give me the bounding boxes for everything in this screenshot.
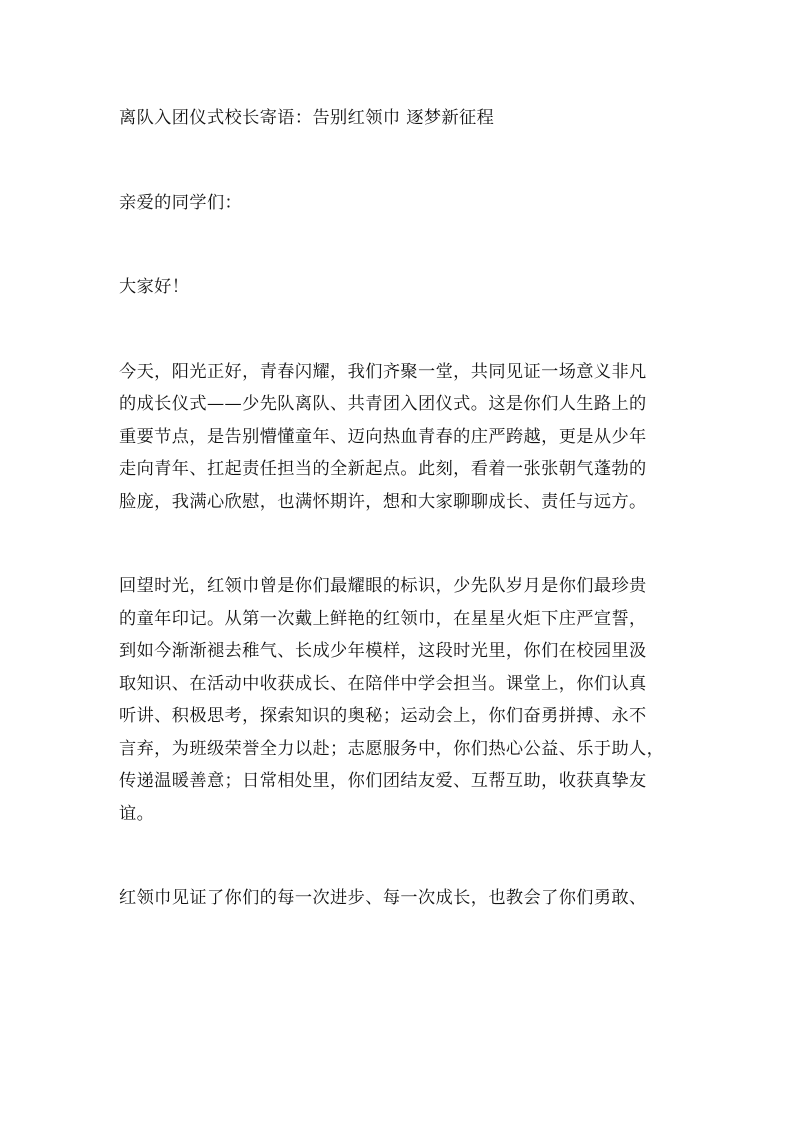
paragraph-line: 脸庞，我满心欣慰，也满怀期许，想和大家聊聊成长、责任与远方。: [119, 491, 647, 512]
paragraph-line: 重要节点，是告别懵懂童年、迈向热血青春的庄严跨越，更是从少年: [119, 426, 647, 447]
paragraph-line: 取知识、在活动中收获成长、在陪伴中学会担当。课堂上，你们认真: [119, 673, 647, 694]
paragraph-line: 的童年印记。从第一次戴上鲜艳的红领巾，在星星火炬下庄严宣誓，: [119, 608, 647, 629]
paragraph-line: 谊。: [119, 803, 155, 824]
greeting: 大家好！: [119, 277, 190, 297]
paragraph-gap: [119, 304, 679, 356]
paragraph-line: 的成长仪式——少先队离队、共青团入团仪式。这是你们人生路上的: [119, 394, 647, 414]
salutation: 亲爱的同学们：: [119, 192, 243, 213]
document-title: 离队入团仪式校长寄语：告别红领巾 逐梦新征程: [119, 108, 495, 128]
paragraph-3: [119, 882, 679, 915]
paragraph-gap: [119, 830, 679, 882]
paragraph-line: 言弃，为班级荣誉全力以赴；志愿服务中，你们热心公益、乐于助人，: [119, 738, 665, 759]
document-body: [119, 102, 679, 915]
paragraph-line: 红领巾见证了你们的每一次进步、每一次成长，也教会了你们勇敢、: [119, 888, 647, 908]
paragraph-gap: [119, 518, 679, 570]
paragraph-line: 回望时光，红领巾曾是你们最耀眼的标识，少先队岁月是你们最珍贵: [119, 576, 647, 596]
paragraph-line: 传递温暖善意；日常相处里，你们团结友爱、互帮互助，收获真挚友: [119, 771, 647, 791]
paragraph-gap: [119, 219, 679, 271]
paragraph-line: 走向青年、扛起责任担当的全新起点。此刻，看着一张张朝气蓬勃的: [119, 459, 647, 479]
paragraph-line: 到如今渐渐褪去稚气、长成少年模样，这段时光里，你们在校园里汲: [119, 641, 647, 661]
paragraph-gap: [119, 135, 679, 187]
paragraph-2: [119, 570, 679, 830]
paragraph-line: 今天，阳光正好，青春闪耀，我们齐聚一堂，共同见证一场意义非凡: [119, 361, 647, 382]
paragraph-line: 听讲、积极思考，探索知识的奥秘；运动会上，你们奋勇拼搏、永不: [119, 706, 647, 726]
paragraph-1: [119, 356, 679, 519]
